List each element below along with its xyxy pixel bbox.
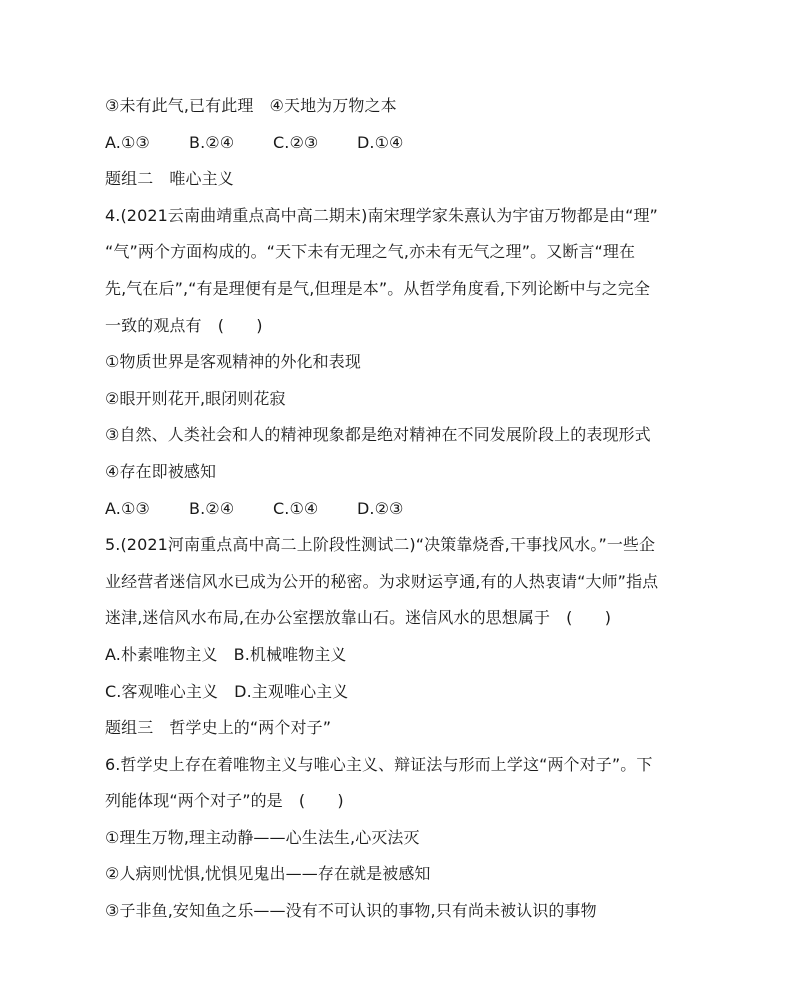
document-page (105, 88, 695, 930)
q4-stem-line-1: 4.(2021云南曲靖重点高中高二期末)南宋理学家朱熹认为宇宙万物都是由“理” (105, 205, 658, 225)
q5-stem-line-2: 业经营者迷信风水已成为公开的秘密。为求财运亨通,有的人热衷请“大师”指点 (105, 571, 659, 591)
q3-option-d: D.①④ (357, 132, 404, 152)
q4-option-a: A.①③ (105, 498, 150, 518)
q3-statement-3-4: ③未有此气,已有此理 ④天地为万物之本 (105, 96, 397, 115)
q4-options (105, 491, 695, 528)
q4-option-b: B.②④ (189, 498, 235, 518)
q4-statement-1: ①物质世界是客观精神的外化和表现 (105, 352, 361, 372)
section-heading-group-2: 题组二 唯心主义 (105, 169, 234, 189)
q4-option-c: C.①④ (273, 498, 319, 518)
q6-statement-3: ③子非鱼,安知鱼之乐——没有不可认识的事物,只有尚未被认识的事物 (105, 901, 597, 921)
q3-option-b: B.②④ (189, 132, 235, 152)
q4-statement-2: ②眼开则花开,眼闭则花寂 (105, 388, 286, 408)
q6-stem-line-2: 列能体现“两个对子”的是 ( ) (105, 791, 344, 811)
q3-option-a: A.①③ (105, 132, 150, 152)
q5-options-cd: C.客观唯心主义 D.主观唯心主义 (105, 681, 349, 701)
section-heading-group-3: 题组三 哲学史上的“两个对子” (105, 718, 332, 738)
q5-stem-line-1: 5.(2021河南重点高中高二上阶段性测试二)“决策靠烧香,干事找风水。”一些企 (105, 535, 656, 555)
q4-statement-4: ④存在即被感知 (105, 461, 217, 481)
q5-stem-line-3: 迷津,迷信风水布局,在办公室摆放靠山石。迷信风水的思想属于 ( ) (105, 608, 612, 628)
q6-stem-line-1: 6.哲学史上存在着唯物主义与唯心主义、辩证法与形而上学这“两个对子”。下 (105, 754, 653, 774)
q4-stem-line-3: 先,气在后”,“有是理便有是气,但理是本”。从哲学角度看,下列论断中与之完全 (105, 278, 651, 298)
q3-option-c: C.②③ (273, 132, 319, 152)
q4-stem-line-4: 一致的观点有 ( ) (105, 315, 263, 335)
q5-options-ab: A.朴素唯物主义 B.机械唯物主义 (105, 644, 347, 664)
q4-stem-line-2: “气”两个方面构成的。“天下未有无理之气,亦未有无气之理”。又断言“理在 (105, 242, 636, 262)
q3-options (105, 125, 695, 162)
q4-statement-3: ③自然、人类社会和人的精神现象都是绝对精神在不同发展阶段上的表现形式 (105, 425, 651, 445)
q6-statement-1: ①理生万物,理主动静——心生法生,心灭法灭 (105, 827, 420, 847)
q6-statement-2: ②人病则忧惧,忧惧见鬼出——存在就是被感知 (105, 864, 431, 884)
q4-option-d: D.②③ (357, 498, 404, 518)
